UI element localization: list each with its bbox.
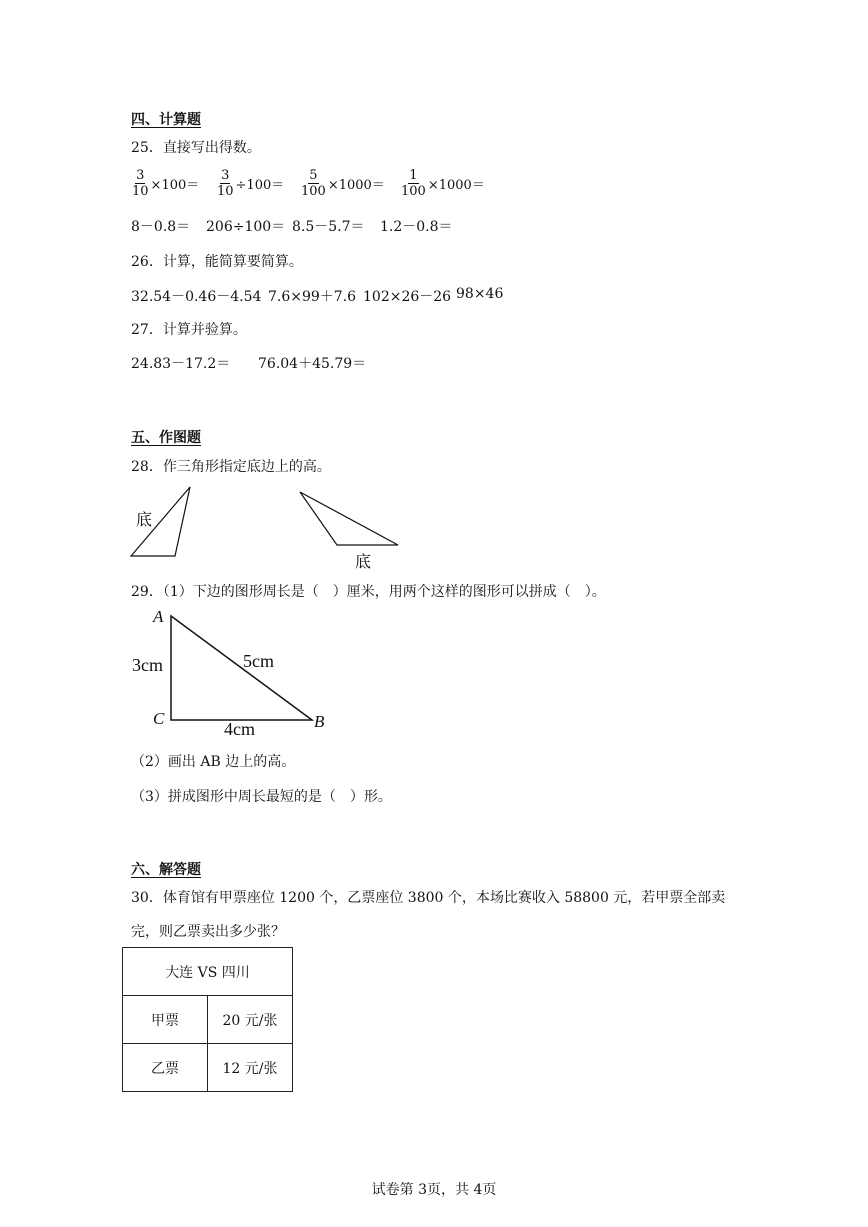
expr-item: 7.6×99＋7.6 bbox=[268, 289, 357, 305]
fraction-numerator: 3 bbox=[136, 168, 145, 183]
fraction-tail: ×1000＝ bbox=[327, 178, 385, 193]
page-footer: 试卷第 3页，共 4页 bbox=[371, 1182, 497, 1198]
fraction-numerator: 3 bbox=[221, 168, 230, 183]
table-title-cell: 大连 VS 四川 bbox=[123, 948, 293, 996]
fraction-denominator: 100 bbox=[301, 184, 326, 199]
expr-fraction-1 bbox=[131, 168, 199, 199]
expr-item: 32.54－0.46－4.54 bbox=[131, 289, 262, 305]
right-triangle-abc bbox=[171, 616, 312, 720]
expr-fraction-2 bbox=[216, 168, 284, 199]
expr-item: 98×46 bbox=[456, 286, 504, 302]
expr-fraction-4 bbox=[400, 168, 485, 199]
fraction-denominator: 100 bbox=[401, 184, 426, 199]
section-heading-answers: 六、解答题 bbox=[131, 862, 201, 878]
triangles-figure bbox=[125, 482, 415, 572]
expr-item: 8－0.8＝ bbox=[131, 219, 191, 235]
fraction-tail: ×1000＝ bbox=[427, 178, 485, 193]
fraction-denominator: 10 bbox=[132, 184, 149, 199]
question-27-prompt: 27．计算并验算。 bbox=[131, 322, 247, 338]
question-25-prompt: 25．直接写出得数。 bbox=[131, 140, 261, 156]
vertex-label-b: B bbox=[314, 712, 325, 731]
fraction-tail: ÷100＝ bbox=[235, 178, 285, 193]
vertex-label-c: C bbox=[153, 709, 165, 728]
expr-item: 76.04＋45.79＝ bbox=[258, 356, 367, 372]
table-row bbox=[123, 948, 293, 996]
side-label-ac: 3cm bbox=[132, 655, 163, 675]
section-heading-calculation: 四、计算题 bbox=[131, 112, 201, 128]
expr-item: 8.5－5.7＝ bbox=[292, 219, 365, 235]
question-29-part3: （3）拼成图形中周长最短的是（ ）形。 bbox=[131, 789, 392, 805]
question-28-prompt: 28．作三角形指定底边上的高。 bbox=[131, 459, 331, 475]
expr-item: 1.2－0.8＝ bbox=[380, 219, 453, 235]
base-label-right: 底 bbox=[355, 552, 372, 571]
section-heading-drawing: 五、作图题 bbox=[131, 430, 201, 446]
question-26-prompt: 26．计算，能简算要简算。 bbox=[131, 254, 303, 270]
ticket-type-cell: 甲票 bbox=[123, 996, 208, 1044]
expr-item: 24.83－17.2＝ bbox=[131, 356, 231, 372]
question-30-line1: 30．体育馆有甲票座位 1200 个，乙票座位 3800 个，本场比赛收入 58800 元，若甲票全部卖 bbox=[131, 890, 726, 906]
base-label-left: 底 bbox=[136, 510, 153, 529]
expr-fraction-3 bbox=[300, 168, 385, 199]
fraction-numerator: 5 bbox=[309, 168, 318, 183]
side-label-cb: 4cm bbox=[224, 719, 255, 739]
ticket-type-cell: 乙票 bbox=[123, 1044, 208, 1092]
ticket-price-table bbox=[122, 947, 293, 1092]
side-label-ab: 5cm bbox=[243, 651, 274, 671]
question-30-line2: 完，则乙票卖出多少张？ bbox=[131, 924, 285, 940]
question-29-prompt: 29．（1）下边的图形周长是（ ）厘米，用两个这样的图形可以拼成（ ）。 bbox=[131, 584, 606, 600]
ticket-price-cell: 12 元/张 bbox=[208, 1044, 293, 1092]
vertex-label-a: A bbox=[153, 607, 164, 626]
question-29-part2: （2）画出 AB 边上的高。 bbox=[131, 754, 296, 770]
ticket-price-cell: 20 元/张 bbox=[208, 996, 293, 1044]
fraction-tail: ×100＝ bbox=[150, 178, 200, 193]
fraction-denominator: 10 bbox=[217, 184, 234, 199]
expr-item: 102×26－26 bbox=[363, 289, 452, 305]
expr-item: 206÷100＝ bbox=[206, 219, 286, 235]
fraction-numerator: 1 bbox=[409, 168, 418, 183]
triangle-right bbox=[300, 492, 398, 545]
table-row bbox=[123, 1044, 293, 1092]
table-row bbox=[123, 996, 293, 1044]
